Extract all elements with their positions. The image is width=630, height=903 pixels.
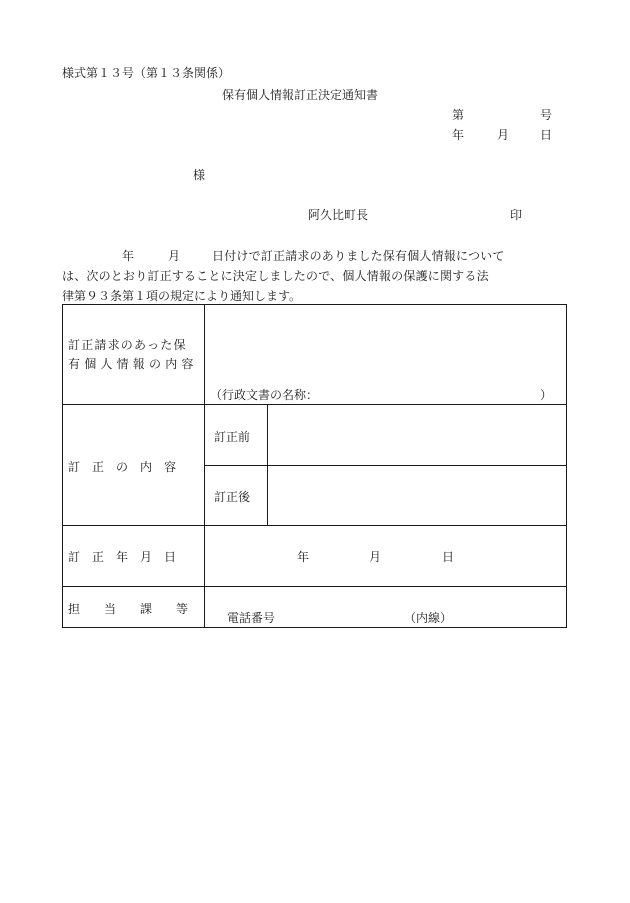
table-border-right (566, 304, 567, 628)
doc-name-close: ） (540, 388, 553, 402)
correction-year: 年 (297, 550, 310, 564)
table-divider-before-after (204, 465, 567, 466)
doc-number-dai: 第 (452, 108, 465, 122)
date-year: 年 (452, 128, 465, 142)
date-month: 月 (497, 128, 510, 142)
doc-name-label: （行政文書の名称： (210, 388, 319, 402)
row3-label: 訂 正 年 月 日 (68, 550, 177, 564)
form-number: 様式第１３号（第１３条関係） (62, 66, 231, 80)
table-label-column-divider (204, 304, 205, 628)
table-border-top (62, 304, 567, 305)
table-border-bottom (62, 627, 567, 628)
table-divider-3 (62, 586, 567, 587)
sender-name: 阿久比町長 (308, 208, 369, 222)
body-line-2: は、次のとおり訂正することに決定しましたので、個人情報の保護に関する法 (62, 269, 489, 283)
table-divider-2 (62, 525, 567, 526)
before-label: 訂正前 (214, 430, 251, 444)
after-label: 訂正後 (214, 490, 251, 504)
table-sublabel-column-divider (267, 404, 268, 526)
row4-label: 担 当 課 等 (68, 602, 189, 616)
body-year: 年 (122, 249, 135, 263)
correction-month: 月 (369, 550, 382, 564)
phone-label: 電話番号 (227, 611, 276, 625)
correction-day: 日 (442, 550, 455, 564)
doc-number-go: 号 (540, 108, 553, 122)
date-day: 日 (540, 128, 553, 142)
table-border-left (62, 304, 63, 628)
table-divider-1 (62, 404, 567, 405)
row1-label-line1: 訂正請求のあった保 (68, 338, 187, 352)
extension-label: （内線） (404, 611, 453, 625)
row2-label: 訂 正 の 内 容 (68, 460, 177, 474)
body-line-3: 律第９３条第１項の規定により通知します。 (62, 289, 302, 303)
document-title: 保有個人情報訂正決定通知書 (222, 88, 379, 102)
row1-label-line2: 有個人情報の内容 (68, 357, 198, 371)
recipient-honorific: 様 (193, 168, 206, 182)
body-line-1: 日付けで訂正請求のありました保有個人情報について (212, 249, 505, 263)
body-month: 月 (168, 249, 181, 263)
seal-mark: 印 (510, 208, 523, 222)
